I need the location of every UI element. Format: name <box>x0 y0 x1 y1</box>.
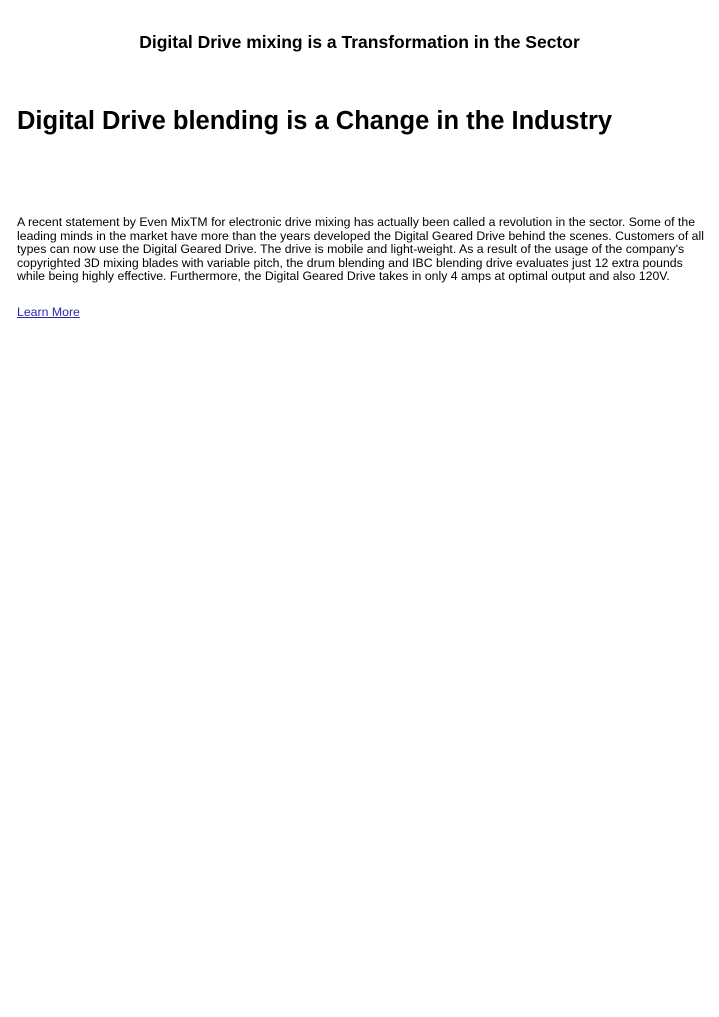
page-title: Digital Drive mixing is a Transformation in the Sector <box>139 32 580 52</box>
learn-more-link[interactable]: Learn More <box>17 305 80 319</box>
article-paragraph: A recent statement by Even MixTM for electronic drive mixing has actually been called a revolution in the sector. Some of the leading minds in the market have more than the years developed the Digital Geared Drive behind the scenes. Customers of all types can now use the Digital Geared Drive. The drive is mobile and light-weight. As a result of the usage of the company's copyrighted 3D mixing blades with variable pitch, the drum blending and IBC blending drive evaluates just 12 extra pounds while being highly effective. Furthermore, the Digital Geared Drive takes in only 4 amps at optimal output and also 120V. <box>17 215 704 284</box>
article-heading: Digital Drive blending is a Change in the Industry <box>17 107 613 135</box>
